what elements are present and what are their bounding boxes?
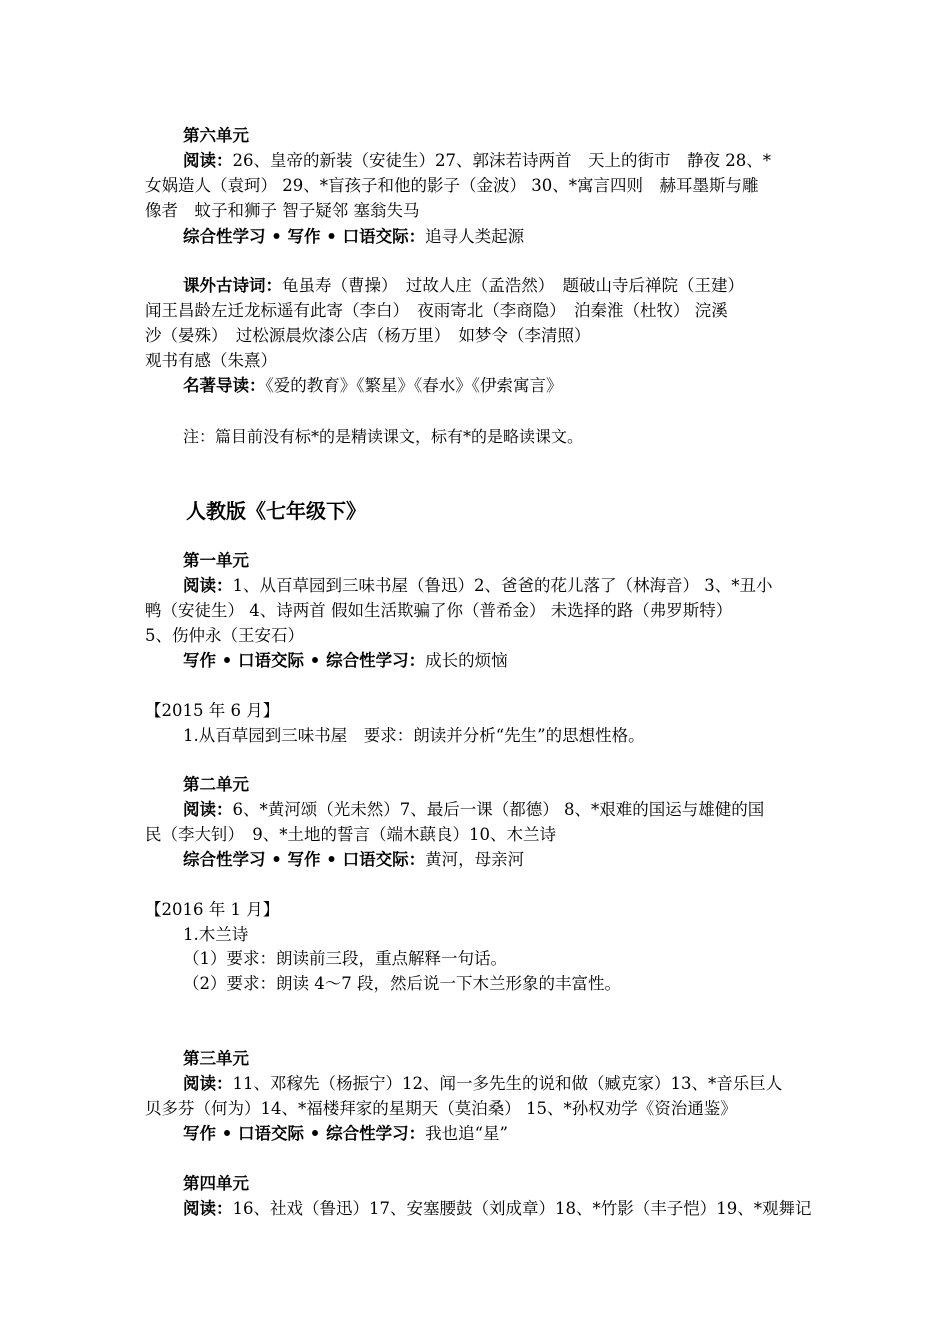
poems-text: 龟虽寿（曹操） 过故人庄（孟浩然） 题破山寺后禅院（王建） <box>282 276 744 295</box>
comprehensive-text: 黄河，母亲河 <box>425 850 525 869</box>
reading-label: 阅读： <box>183 151 233 170</box>
reading-text: 16、社戏（鲁迅）17、安塞腰鼓（刘成章）18、*竹影（丰子恺）19、*观舞记 <box>232 1199 812 1218</box>
comprehensive-label: 写作 • 口语交际 • 综合性学习： <box>183 1124 426 1143</box>
unit3-reading-line-2: 贝多芬（何为）14、*福楼拜家的星期天（莫泊桑） 15、*孙权劝学《资治通鉴》 <box>145 1099 737 1118</box>
classics-text: 《爱的教育》《繁星》《春水》《伊索寓言》 <box>265 376 563 395</box>
unit6-reading-line-2: 女娲造人（袁珂） 29、*盲孩子和他的影子（金波） 30、*寓言四则 赫耳墨斯与雕 <box>145 176 759 195</box>
reading-label: 阅读： <box>183 576 233 595</box>
classics-label: 名著导读： <box>183 376 266 395</box>
unit3-heading: 第三单元 <box>183 1049 249 1068</box>
unit6-reading-line-3: 像者 蚊子和狮子 智子疑邻 塞翁失马 <box>145 201 420 220</box>
comprehensive-label: 综合性学习 • 写作 • 口语交际： <box>183 850 426 869</box>
unit2-reading-line-1 <box>183 797 813 822</box>
unit2-comprehensive <box>183 847 813 872</box>
comprehensive-label: 综合性学习 • 写作 • 口语交际： <box>183 227 426 246</box>
comprehensive-text: 成长的烦恼 <box>425 651 508 670</box>
reading-text: 11、邓稼先（杨振宁）12、闻一多先生的说和做（臧克家）13、*音乐巨人 <box>232 1074 783 1093</box>
reading-label: 阅读： <box>183 1074 233 1093</box>
unit2-reading-line-2: 民（李大钊） 9、*土地的誓言（端木蕻良）10、木兰诗 <box>145 825 556 844</box>
reading-text: 6、*黄河颂（光未然）7、最后一课（都德） 8、*艰难的国运与雄健的国 <box>232 800 765 819</box>
exam-2016-requirement-2: （2）要求：朗读 4～7 段，然后说一下木兰形象的丰富性。 <box>183 974 621 993</box>
unit6-comprehensive <box>183 224 813 249</box>
extra-poems-line-1 <box>183 273 813 298</box>
exam-2016-date: 【2016 年 1 月】 <box>145 900 280 919</box>
unit1-heading: 第一单元 <box>183 551 249 570</box>
note: 注：篇目前没有标*的是精读课文，标有*的是略读课文。 <box>183 427 584 446</box>
unit6-heading: 第六单元 <box>183 126 249 145</box>
reading-text: 1、从百草园到三味书屋（鲁迅）2、爸爸的花儿落了（林海音） 3、*丑小 <box>232 576 773 595</box>
unit3-comprehensive <box>183 1121 813 1146</box>
grade-title: 人教版《七年级下》 <box>186 499 366 523</box>
unit1-reading-line-1 <box>183 573 813 598</box>
classics-guide <box>183 373 813 398</box>
comprehensive-text: 我也追“星” <box>425 1124 508 1143</box>
exam-2016-item: 1.木兰诗 <box>183 925 249 944</box>
unit3-reading-line-1 <box>183 1071 813 1096</box>
unit6-reading-line-1 <box>183 148 813 173</box>
exam-2015-item: 1.从百草园到三味书屋 要求：朗读并分析“先生”的思想性格。 <box>183 726 645 745</box>
unit4-reading-line-1 <box>183 1196 813 1221</box>
unit1-reading-line-3: 5、伤仲永（王安石） <box>145 626 304 645</box>
poems-label: 课外古诗词： <box>183 276 282 295</box>
extra-poems-line-2: 闻王昌龄左迁龙标遥有此寄（李白） 夜雨寄北（李商隐） 泊秦淮（杜牧） 浣溪 <box>145 301 728 320</box>
reading-label: 阅读： <box>183 800 233 819</box>
comprehensive-text: 追寻人类起源 <box>425 227 525 246</box>
unit2-heading: 第二单元 <box>183 775 249 794</box>
unit4-heading: 第四单元 <box>183 1174 249 1193</box>
reading-text: 26、皇帝的新装（安徒生）27、郭沫若诗两首 天上的街市 静夜 28、* <box>232 151 771 170</box>
unit1-reading-line-2: 鸭（安徒生） 4、诗两首 假如生活欺骗了你（普希金） 未选择的路（弗罗斯特） <box>145 601 733 620</box>
unit1-comprehensive <box>183 648 813 673</box>
extra-poems-line-3: 沙（晏殊） 过松源晨炊漆公店（杨万里） 如梦令（李清照） <box>145 326 591 345</box>
reading-label: 阅读： <box>183 1199 233 1218</box>
exam-2016-requirement-1: （1）要求：朗读前三段，重点解释一句话。 <box>183 949 507 968</box>
extra-poems-line-4: 观书有感（朱熹） <box>145 351 277 370</box>
exam-2015-date: 【2015 年 6 月】 <box>145 701 280 720</box>
comprehensive-label: 写作 • 口语交际 • 综合性学习： <box>183 651 426 670</box>
